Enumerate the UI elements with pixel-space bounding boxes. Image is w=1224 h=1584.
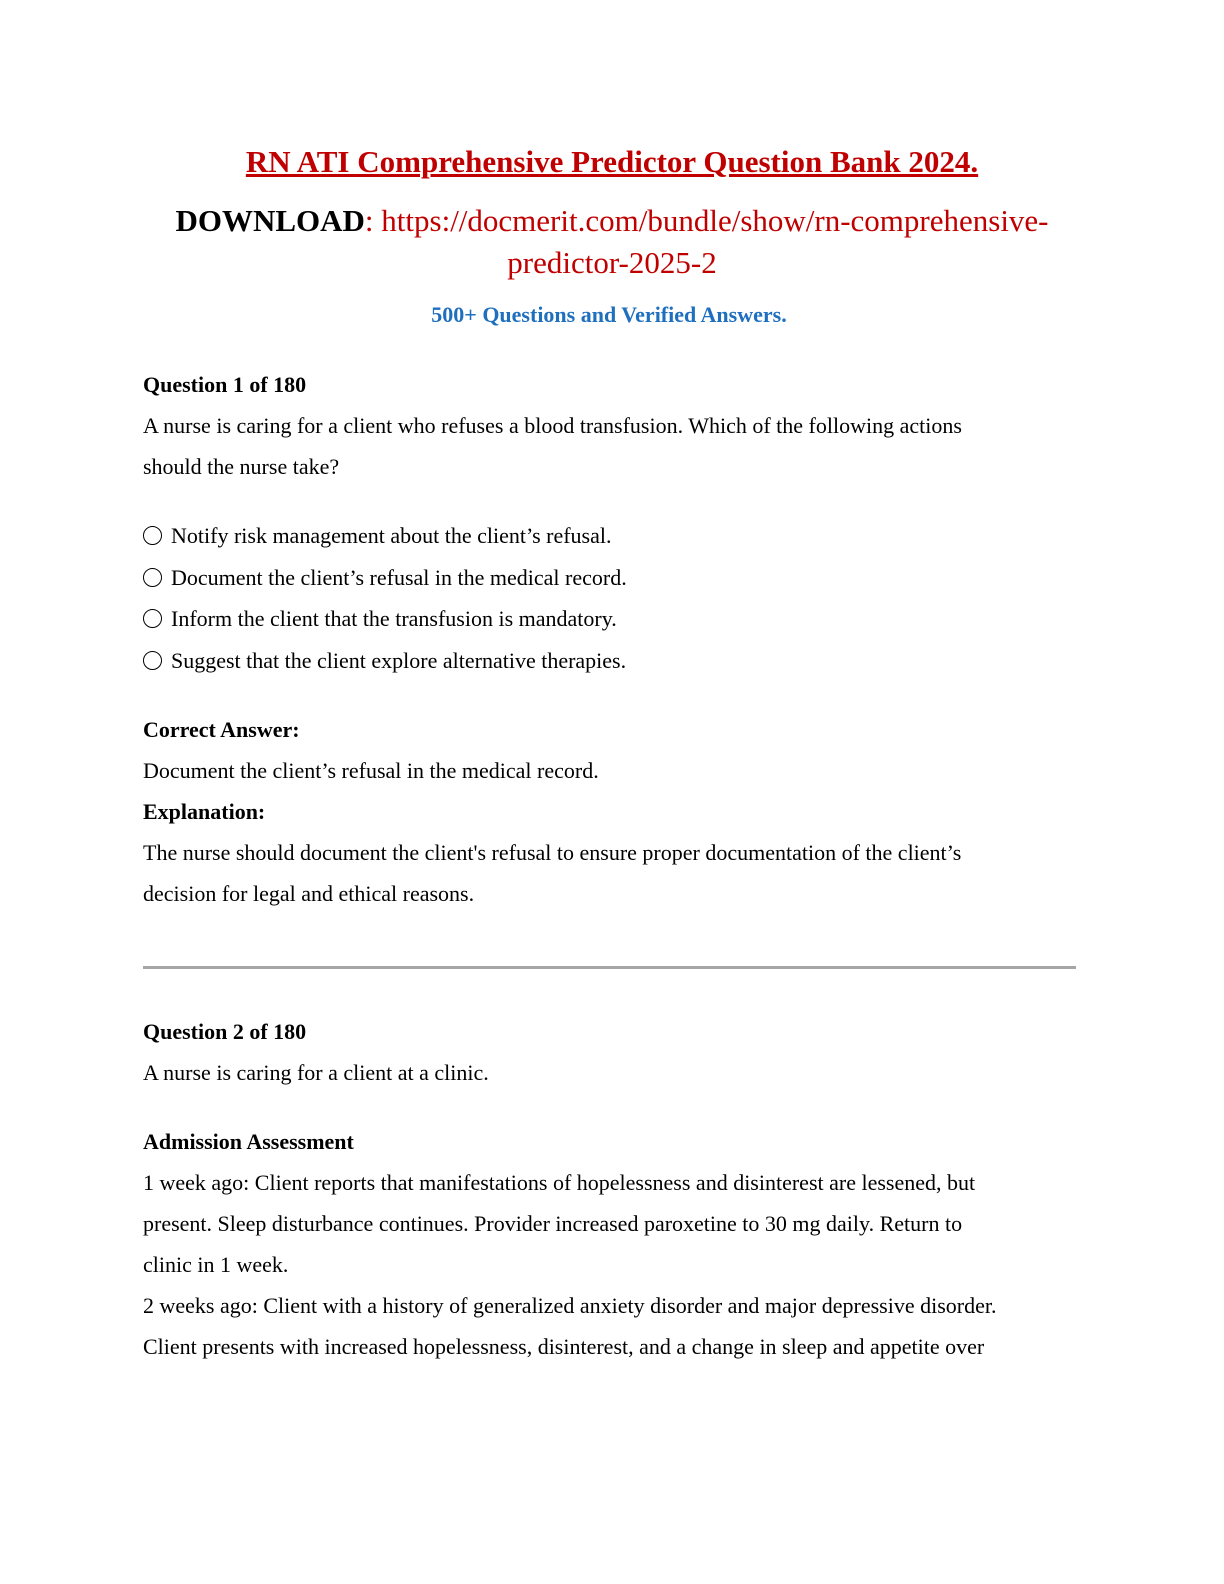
download-url[interactable]: https://docmerit.com/bundle/show/rn-comprehensive-	[381, 203, 1049, 238]
answer-option-label: Suggest that the client explore alternative therapies.	[171, 648, 627, 673]
explanation-line-2: decision for legal and ethical reasons.	[143, 881, 475, 906]
answer-option-label: Inform the client that the transfusion is mandatory.	[171, 606, 617, 631]
assessment-line: Client presents with increased hopelessness, disinterest, and a change in sleep and appetite over	[143, 1334, 985, 1359]
radio-button-icon[interactable]	[143, 651, 162, 670]
answer-option-1[interactable]	[143, 515, 611, 556]
question-2-stem: A nurse is caring for a client at a clinic.	[143, 1060, 489, 1085]
question-1-stem-line-2: should the nurse take?	[143, 454, 340, 479]
section-divider	[143, 966, 1076, 969]
radio-button-icon[interactable]	[143, 609, 162, 628]
answer-option-3[interactable]	[143, 598, 617, 639]
admission-assessment-title: Admission Assessment	[143, 1129, 354, 1154]
answer-option-label: Notify risk management about the client’s refusal.	[171, 523, 612, 548]
correct-answer-text: Document the client’s refusal in the medical record.	[143, 758, 599, 783]
subtitle: 500+ Questions and Verified Answers.	[431, 302, 787, 327]
download-line	[100, 200, 1124, 284]
explanation-label: Explanation:	[143, 799, 266, 824]
question-2-heading: Question 2 of 180	[143, 1019, 307, 1044]
download-label: DOWNLOAD	[175, 203, 365, 238]
assessment-line: 2 weeks ago: Client with a history of generalized anxiety disorder and major depressive disorder.	[143, 1293, 997, 1318]
answer-option-2[interactable]	[143, 557, 627, 598]
question-1-stem-line-1: A nurse is caring for a client who refuses a blood transfusion. Which of the following actions	[143, 413, 962, 438]
answer-option-4[interactable]	[143, 640, 626, 681]
explanation-line-1: The nurse should document the client's refusal to ensure proper documentation of the client’s	[143, 840, 962, 865]
assessment-line: clinic in 1 week.	[143, 1252, 289, 1277]
radio-button-icon[interactable]	[143, 526, 162, 545]
question-1-heading: Question 1 of 180	[143, 372, 307, 397]
assessment-line: present. Sleep disturbance continues. Provider increased paroxetine to 30 mg daily. Return to	[143, 1211, 963, 1236]
answer-option-label: Document the client’s refusal in the medical record.	[171, 565, 627, 590]
assessment-line: 1 week ago: Client reports that manifestations of hopelessness and disinterest are lessened, but	[143, 1170, 976, 1195]
document-title: RN ATI Comprehensive Predictor Question Bank 2024.	[245, 144, 979, 179]
radio-button-icon[interactable]	[143, 568, 162, 587]
download-url-continued[interactable]: predictor-2025-2	[507, 245, 717, 280]
download-colon: :	[364, 203, 382, 238]
correct-answer-label: Correct Answer:	[143, 717, 300, 742]
